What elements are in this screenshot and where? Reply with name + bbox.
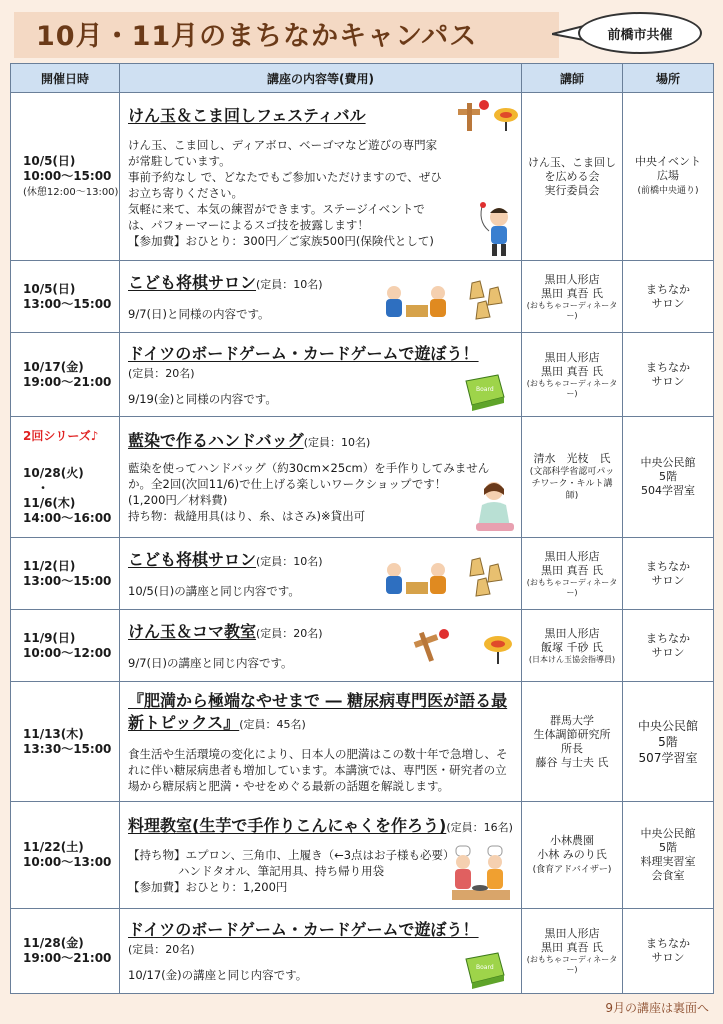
board-game-box-icon <box>460 949 508 989</box>
time-text: 14:00～16:00 <box>23 510 112 525</box>
time-text: 10:00～12:00 <box>23 645 112 660</box>
lecturer-sub: (食育アドバイザー) <box>532 864 612 875</box>
row-lecturer <box>522 802 623 909</box>
place-line: 中央公民館 <box>640 827 696 840</box>
course-title: こども将棋サロン <box>128 272 257 292</box>
desc-line: (1,200円／材料費) <box>128 493 228 507</box>
table-row <box>11 93 714 261</box>
row-date <box>11 682 120 802</box>
row-lecturer <box>522 610 623 682</box>
capacity: (定員：10名) <box>303 436 371 449</box>
row-content <box>120 261 522 333</box>
desc-line: ハンドタオル、筆記用具、持ち帰り用袋 <box>178 864 385 878</box>
lecturer-line: けん玉、こま回し <box>528 155 616 169</box>
row-lecturer <box>522 538 623 610</box>
row-content <box>120 682 522 802</box>
desc-line: 9/7(日)の講座と同じ内容です。 <box>128 655 293 670</box>
course-title: こども将棋サロン <box>128 549 257 569</box>
place-line: サロン <box>651 573 685 587</box>
row-date <box>11 93 120 261</box>
col-header-date: 開催日時 <box>11 64 120 93</box>
place-line: サロン <box>651 374 685 388</box>
date-text: 11/6(木) <box>23 495 76 510</box>
lecturer-sub: (おもちゃコーディネーター) <box>526 300 618 320</box>
row-content <box>120 333 522 417</box>
course-description <box>128 137 513 249</box>
place-line: 料理実習室 <box>640 855 696 868</box>
place-line: サロン <box>651 951 685 964</box>
place-line: 中央公民館 <box>637 718 698 733</box>
footer-note: 9月の講座は裏面へ <box>605 1001 709 1015</box>
place-line: まちなか <box>646 559 690 573</box>
lecturer-line: 黒田 真吾 氏 <box>541 563 603 577</box>
desc-line: 気軽に来て、本気の練習ができます。ステージイベントでは、パフォーマーによるスゴ技を披露します！ <box>128 201 425 232</box>
place-line: 5階 <box>659 841 677 854</box>
place-line: 507学習室 <box>638 750 698 765</box>
desc-line: 9/19(金)と同様の内容です。 <box>128 391 277 406</box>
sewing-woman-icon <box>472 477 518 533</box>
row-date <box>11 802 120 909</box>
date-text: 11/13(木) <box>23 726 84 741</box>
desc-line: 【参加費】おひとり：1,200円 <box>128 880 288 894</box>
capacity: (定員：10名) <box>256 554 323 568</box>
lecturer-line: 群馬大学 <box>550 713 594 727</box>
col-header-lecturer: 講師 <box>522 64 623 93</box>
cooking-children-icon <box>450 844 512 904</box>
table-row <box>11 909 714 994</box>
table-row <box>11 333 714 417</box>
row-place <box>623 333 714 417</box>
course-title: けん玉＆こま回しフェスティバル <box>128 105 366 125</box>
place-sub: (前橋中央通り) <box>637 186 699 196</box>
time-text: 19:00～21:00 <box>23 374 112 389</box>
lecturer-line: 小林 みのり氏 <box>537 847 607 861</box>
row-content <box>120 538 522 610</box>
table-row <box>11 682 714 802</box>
lecturer-sub: (おもちゃコーディネーター) <box>526 577 618 597</box>
desc-line: 藍染を使ってハンドバッグ（約30cm×25cm）を手作りしてみませんか。全2回(次回11/6)で仕上げる楽しいワークショップです！ <box>128 461 490 491</box>
kendama-top-icon <box>450 97 520 137</box>
date-text: 10/17(金) <box>23 359 84 374</box>
page-title: 10月・11月のまちなかキャンパス <box>36 21 478 52</box>
row-place <box>623 610 714 682</box>
capacity: (定員：16名) <box>446 821 513 834</box>
date-text: 11/2(日) <box>23 558 76 573</box>
row-lecturer <box>522 682 623 802</box>
lecturer-line: 黒田 真吾 氏 <box>541 286 603 300</box>
lecturer-line: 小林農園 <box>550 833 594 847</box>
row-date <box>11 417 120 538</box>
table-row <box>11 417 714 538</box>
row-lecturer <box>522 909 623 994</box>
lecturer-line: 生体調節研究所 <box>533 727 611 741</box>
place-line: 会食室 <box>651 869 685 882</box>
table-row <box>11 802 714 909</box>
row-content <box>120 93 522 261</box>
desc-line: 【持ち物】エプロン、三角巾、上履き（←3点はお子様も必要） <box>128 848 455 862</box>
row-place <box>623 682 714 802</box>
lecturer-sub: (文部科学省認可パッチワーク・キルト講師) <box>529 467 615 501</box>
course-title: けん玉＆コマ教室 <box>128 621 257 641</box>
lecturer-line: 黒田人形店 <box>544 927 600 940</box>
row-lecturer <box>522 261 623 333</box>
break-note: (休憩12:00～13:00) <box>23 187 119 198</box>
course-title: ドイツのボードゲーム・カードゲームで遊ぼう！ <box>128 343 479 363</box>
svg-text:Board: Board <box>476 964 494 971</box>
place-line: サロン <box>651 645 685 659</box>
child-kendama-icon <box>475 201 523 259</box>
date-text: 11/28(金) <box>23 936 84 950</box>
table-row <box>11 538 714 610</box>
place-line: まちなか <box>646 937 690 950</box>
row-content <box>120 417 522 538</box>
course-title: 『肥満から極端なやせまで ― 糖尿病専門医が語る最新トピックス』 <box>128 690 508 732</box>
capacity: (定員：20名) <box>128 366 195 380</box>
row-lecturer <box>522 93 623 261</box>
lecturer-line: 黒田人形店 <box>544 350 600 364</box>
desc-line: 食生活や生活環境の変化により、日本人の肥満はこの数十年で急増し、それに伴い糖尿病患者も増加しています。本講演では、専門医・研究者の立場から糖尿病と肥満・やせをめぐる最新の話題を解説します。 <box>128 746 508 793</box>
date-text: 10/28(火) <box>23 465 84 480</box>
course-description <box>128 460 513 524</box>
place-line: まちなか <box>646 631 690 645</box>
capacity: (定員：45名) <box>239 717 306 731</box>
table-row <box>11 610 714 682</box>
place-line: サロン <box>651 296 685 310</box>
dot-separator: ・ <box>37 480 50 495</box>
row-place <box>623 417 714 538</box>
place-line: 中央公民館 <box>640 456 696 469</box>
capacity: (定員：20名) <box>256 626 323 640</box>
time-text: 10:00～15:00 <box>23 169 112 183</box>
time-text: 13:30～15:00 <box>23 741 112 756</box>
place-line: まちなか <box>646 360 690 374</box>
shogi-children-icon <box>380 556 510 604</box>
lecturer-line: 清水 光枝 氏 <box>533 452 611 465</box>
lecturer-line: 所長 <box>561 741 583 755</box>
place-line: 504学習室 <box>641 484 695 497</box>
lecturer-sub: (おもちゃコーディネーター) <box>526 378 618 398</box>
lecturer-sub: (おもちゃコーディネーター) <box>526 955 618 974</box>
row-place <box>623 538 714 610</box>
course-title: 料理教室(生芋で手作りこんにゃくを作ろう) <box>128 816 447 835</box>
lecturer-line: 飯塚 千砂 氏 <box>541 640 603 654</box>
place-line: 5階 <box>659 470 677 483</box>
organizer-bubble: 前橋市共催 <box>578 12 702 54</box>
row-place <box>623 93 714 261</box>
row-lecturer <box>522 417 623 538</box>
desc-line: けん玉、こま回し、ディアボロ、ベーゴマなど遊びの専門家が常駐しています。 <box>128 137 438 168</box>
row-date <box>11 610 120 682</box>
place-line: 中央イベント <box>635 155 701 168</box>
row-place <box>623 802 714 909</box>
date-text: 10/5(日) <box>23 154 76 168</box>
shogi-children-icon <box>380 279 510 327</box>
row-date <box>11 909 120 994</box>
time-text: 13:00～15:00 <box>23 573 112 588</box>
table-row <box>11 261 714 333</box>
lecturer-line: 黒田人形店 <box>544 549 600 563</box>
lecturer-line: 黒田人形店 <box>544 626 600 640</box>
date-text: 10/5(日) <box>23 281 76 296</box>
row-date <box>11 538 120 610</box>
row-date <box>11 333 120 417</box>
schedule-table <box>10 63 714 994</box>
desc-line: 9/7(日)と同様の内容です。 <box>128 306 270 321</box>
svg-text:Board: Board <box>476 386 494 393</box>
desc-line: 【参加費】おひとり：300円／ご家族500円(保険代として) <box>128 233 434 248</box>
row-date <box>11 261 120 333</box>
place-line: 広場 <box>657 169 679 182</box>
row-content <box>120 802 522 909</box>
lecturer-line: 黒田 真吾 氏 <box>541 941 603 954</box>
course-title: ドイツのボードゲーム・カードゲームで遊ぼう！ <box>128 920 479 939</box>
lecturer-line: 黒田人形店 <box>544 272 600 286</box>
kendama-top-icon <box>410 624 520 674</box>
capacity: (定員：20名) <box>128 943 195 956</box>
series-label: 2回シリーズ♪ <box>23 428 99 443</box>
row-place <box>623 909 714 994</box>
row-content <box>120 610 522 682</box>
col-header-place: 場所 <box>623 64 714 93</box>
desc-line: 10/5(日)の講座と同じ内容です。 <box>128 583 300 598</box>
capacity: (定員：10名) <box>256 277 323 291</box>
board-game-box-icon <box>460 371 508 411</box>
time-text: 19:00～21:00 <box>23 951 112 965</box>
lecturer-line: 黒田 真吾 氏 <box>541 364 603 378</box>
course-title: 藍染で作るハンドバッグ <box>128 431 304 450</box>
lecturer-line: 藤谷 与士夫 氏 <box>535 755 609 769</box>
row-lecturer <box>522 333 623 417</box>
lecturer-line: を広める会 <box>544 169 600 183</box>
place-line: まちなか <box>646 282 690 296</box>
time-text: 10:00～13:00 <box>23 855 112 869</box>
col-header-content: 講座の内容等(費用) <box>120 64 522 93</box>
row-place <box>623 261 714 333</box>
desc-line: 10/17(金)の講座と同じ内容です。 <box>128 968 308 982</box>
lecturer-sub: (日本けん玉協会指導員) <box>528 654 616 664</box>
desc-line: 持ち物：裁縫用具(はり、糸、はさみ)※貸出可 <box>128 509 366 523</box>
row-content <box>120 909 522 994</box>
place-line: 5階 <box>658 734 678 749</box>
time-text: 13:00～15:00 <box>23 296 112 311</box>
desc-line: 事前予約なし で、どなたでもご参加いただけますので、ぜひお立ち寄りください。 <box>128 169 442 200</box>
date-text: 11/22(土) <box>23 840 84 854</box>
lecturer-line: 実行委員会 <box>544 183 600 197</box>
date-text: 11/9(日) <box>23 630 76 645</box>
